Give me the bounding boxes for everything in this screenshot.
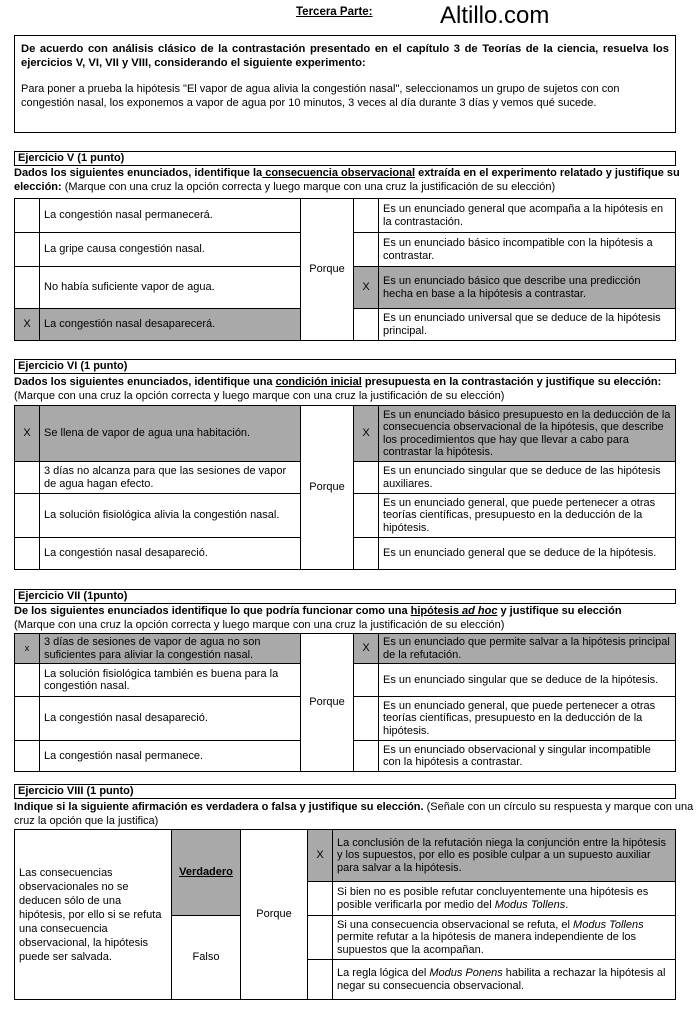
ex5-opt2-mark[interactable] [15, 233, 40, 267]
ex8-just4-pre: La regla lógica del [337, 967, 430, 979]
ex7-just4-mark[interactable] [354, 741, 379, 772]
ex6-porque: Porque [301, 406, 354, 570]
ex8-just3-pre: Si una consecuencia observacional se refuta, el [337, 918, 574, 931]
ex7-table [14, 633, 676, 772]
ex8-just2-pre: Si bien no es posible refutar concluyentemente una hipótesis es posible verificarla por medio del [337, 886, 649, 911]
ex7-q-c: (Marque con una cruz la opción correcta y luego marque con una cruz la justificación de su elección) [14, 618, 505, 631]
site-brand[interactable]: Altillo.com [440, 2, 550, 29]
ex5-just2-mark[interactable] [354, 233, 379, 267]
ex6-opt2: 3 días no alcanza para que las sesiones de vapor de agua hagan efecto. [40, 462, 301, 494]
ex7-opt3: La congestión nasal desapareció. [40, 697, 301, 741]
ex6-q-c: (Marque con una cruz la opción correcta y luego marque con una cruz la justificación de su elección) [14, 389, 505, 402]
ex6-just4-mark[interactable] [354, 538, 379, 570]
ex5-opt1-mark[interactable] [15, 199, 40, 233]
ex5-table [14, 198, 676, 341]
ex7-question [14, 605, 694, 632]
ex6-q-b: presupuesta en la contrastación y justifique su elección: [361, 376, 662, 388]
ex5-opt3: No había suficiente vapor de agua. [40, 267, 301, 309]
ex8-q-c: (Señale con un círculo su respuesta y marque con una cruz la opción que la justifica) [14, 801, 694, 827]
ex5-just1-mark[interactable] [354, 199, 379, 233]
ex7-porque: Porque [301, 634, 354, 772]
ex7-just4: Es un enunciado observacional y singular incompatible con la hipótesis a contrastar. [379, 741, 676, 772]
ex8-just1-mark[interactable]: X [308, 830, 333, 882]
ex7-q-a: De los siguientes enunciados identifique lo que podría funcionar como una [14, 605, 411, 617]
ex8-title: Ejercicio VIII (1 punto) [14, 784, 676, 799]
ex6-opt1: Se llena de vapor de agua una habitación. [40, 406, 301, 462]
ex6-opt2-mark[interactable] [15, 462, 40, 494]
ex6-just3: Es un enunciado general, que puede pertenecer a otras teorías científicas, presupuesto en la deducción de la hipótesis. [379, 494, 676, 538]
ex6-title: Ejercicio VI (1 punto) [14, 359, 676, 374]
ex8-true[interactable]: Verdadero [172, 830, 241, 916]
ex5-just3: Es un enunciado básico que describe una predicción hecha en base a la hipótesis a contrastar. [379, 267, 676, 309]
ex7-opt1: 3 días de sesiones de vapor de agua no son suficientes para aliviar la congestión nasal. [40, 634, 301, 664]
ex6-q-u: condición inicial [275, 376, 362, 388]
ex5-porque: Porque [301, 199, 354, 341]
ex6-just2-mark[interactable] [354, 462, 379, 494]
ex6-just4: Es un enunciado general que se deduce de la hipótesis. [379, 538, 676, 570]
ex8-table [14, 829, 676, 1000]
ex7-q-u: hipótesis [410, 605, 462, 617]
ex5-q-a: Dados los siguientes enunciados, identifique la [14, 167, 263, 179]
ex6-just2: Es un enunciado singular que se deduce de las hipótesis auxiliares. [379, 462, 676, 494]
intro-box [14, 35, 676, 133]
ex7-just1: Es un enunciado que permite salvar a la hipótesis principal de la refutación. [379, 634, 676, 664]
ex7-title: Ejercicio VII (1punto) [14, 589, 676, 604]
ex6-just1: Es un enunciado básico presupuesto en la deducción de la consecuencia observacional de la hipótesis, que describe los procedimientos que hay que llevar a cabo para contrastar la hipótesis. [379, 406, 676, 462]
ex7-opt1-mark[interactable]: x [15, 634, 40, 664]
ex8-just3-mark[interactable] [308, 916, 333, 960]
ex5-q-u: consecuencia observacional [262, 167, 416, 179]
ex5-question [14, 167, 690, 194]
ex5-opt3-mark[interactable] [15, 267, 40, 309]
ex6-just3-mark[interactable] [354, 494, 379, 538]
ex8-q-a: Indique si la siguiente afirmación es verdadera o falsa y justifique su elección. [14, 801, 424, 813]
ex7-just2: Es un enunciado singular que se deduce de la hipótesis. [379, 664, 676, 697]
ex8-just4-post: habilita a rechazar la hipótesis al negar su consecuencia observacional. [337, 967, 666, 992]
ex7-just3-mark[interactable] [354, 697, 379, 741]
ex8-question [14, 801, 694, 828]
ex5-just4: Es un enunciado universal que se deduce de la hipótesis principal. [379, 309, 676, 341]
ex5-just3-mark[interactable]: X [354, 267, 379, 309]
ex5-q-b: extraída en el experimento relatado y justifique su elección: [14, 167, 680, 193]
ex8-just2 [333, 882, 676, 916]
ex8-porque: Porque [241, 830, 308, 1000]
ex5-opt4-mark[interactable]: X [15, 309, 40, 341]
ex7-opt3-mark[interactable] [15, 697, 40, 741]
ex7-q-b: y justifique su elección [497, 605, 622, 617]
intro-experiment: Para poner a prueba la hipótesis "El vapor de agua alivia la congestión nasal", seleccionamos un grupo de sujetos con con congestión nasal, los exponemos a vapor de agua por 10 minutos, 3 veces al día durante 3 días y vemos qué sucede. [21, 83, 620, 109]
ex8-statement: Las consecuencias observacionales no se deducen sólo de una hipótesis, por ello si se refuta una consecuencia observacional, la hipótesis puede ser salvada. [15, 830, 172, 1000]
ex8-just4 [333, 960, 676, 1000]
ex5-q-c: (Marque con una cruz la opción correcta y luego marque con una cruz la justificación de su elección) [61, 180, 556, 193]
ex8-just2-mark[interactable] [308, 882, 333, 916]
ex5-opt4: La congestión nasal desaparecerá. [40, 309, 301, 341]
ex6-opt4: La congestión nasal desapareció. [40, 538, 301, 570]
ex5-just1: Es un enunciado general que acompaña a la hipótesis en la contrastación. [379, 199, 676, 233]
ex5-title: Ejercicio V (1 punto) [14, 151, 676, 166]
ex6-q-a: Dados los siguientes enunciados, identifique una [14, 376, 276, 388]
ex7-opt2: La solución fisiológica también es buena para la congestión nasal. [40, 664, 301, 697]
ex6-opt1-mark[interactable]: X [15, 406, 40, 462]
ex6-question [14, 376, 690, 403]
ex7-opt2-mark[interactable] [15, 664, 40, 697]
ex5-just4-mark[interactable] [354, 309, 379, 341]
ex7-just2-mark[interactable] [354, 664, 379, 697]
ex6-opt3: La solución fisiológica alivia la congestión nasal. [40, 494, 301, 538]
ex8-just3-ital: Modus Tollens [573, 918, 644, 931]
ex6-opt4-mark[interactable] [15, 538, 40, 570]
ex8-just4-ital: Modus Ponens [429, 967, 503, 979]
ex8-false[interactable]: Falso [172, 916, 241, 1000]
ex7-just1-mark[interactable]: X [354, 634, 379, 664]
ex7-just3: Es un enunciado general, que puede pertenecer a otras teorías científicas, presupuesto en la deducción de la hipótesis. [379, 697, 676, 741]
ex5-opt1: La congestión nasal permanecerá. [40, 199, 301, 233]
ex7-opt4: La congestión nasal permanece. [40, 741, 301, 772]
ex8-just3 [333, 916, 676, 960]
ex6-table [14, 405, 676, 570]
ex8-just2-ital: Modus Tollens [494, 898, 566, 911]
intro-instructions: De acuerdo con análisis clásico de la contrastación presentado en el capítulo 3 de Teorías de la ciencia, resuelva los ejercicios V, VI, VII y VIII, considerando el siguiente experimento: [21, 43, 669, 69]
ex5-opt2: La gripe causa congestión nasal. [40, 233, 301, 267]
ex8-just4-mark[interactable] [308, 960, 333, 1000]
ex8-just1: La conclusión de la refutación niega la conjunción entre la hipótesis y los supuestos, por ello es posible culpar a un supuesto auxiliar para salvar a la hipótesis. [333, 830, 676, 882]
ex6-just1-mark[interactable]: X [354, 406, 379, 462]
ex8-just3-post: permite refutar a la hipótesis de manera independiente de los supuestos que la acompañan. [337, 931, 637, 956]
ex7-q-ui [462, 605, 497, 617]
ex7-opt4-mark[interactable] [15, 741, 40, 772]
ex7-q-ui-text: ad hoc [462, 605, 498, 617]
part-heading: Tercera Parte: [296, 6, 373, 18]
ex6-opt3-mark[interactable] [15, 494, 40, 538]
ex8-just2-post: . [565, 898, 569, 911]
ex5-just2: Es un enunciado básico incompatible con la hipótesis a contrastar. [379, 233, 676, 267]
